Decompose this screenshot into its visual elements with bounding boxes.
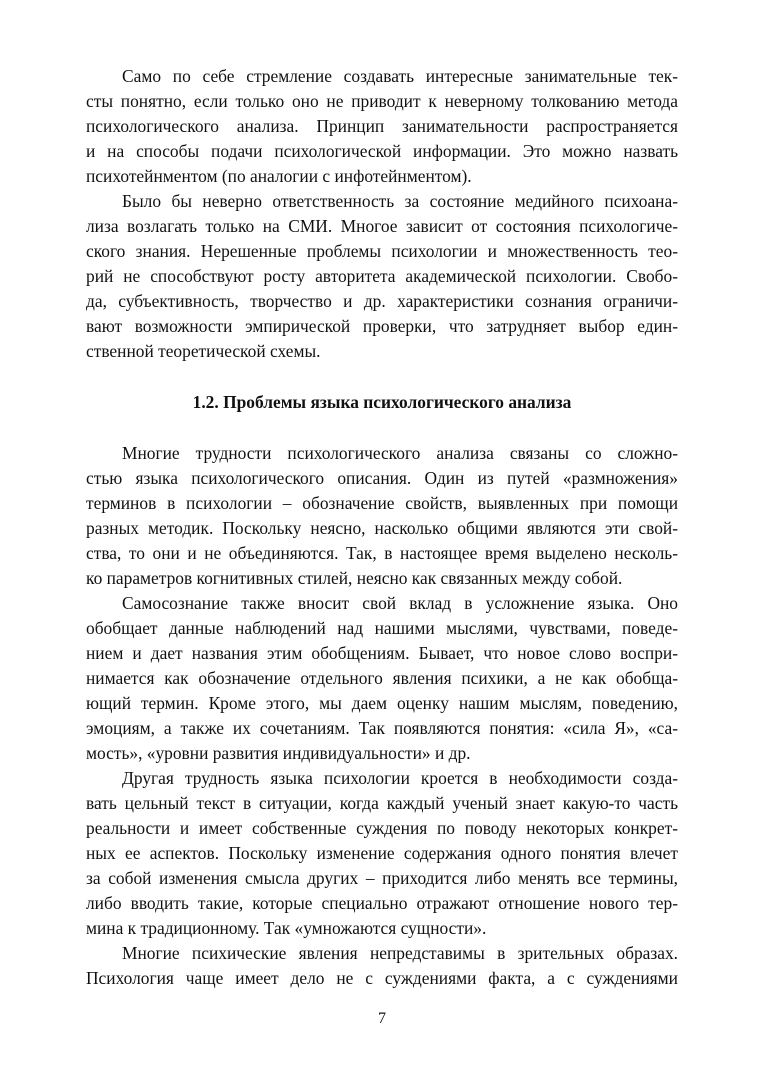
text-line: лиза возлагать только на СМИ. Многое зависит от состояния психологиче-	[86, 216, 678, 236]
text-line: мость», «уровни развития индивидуальности» и др.	[86, 743, 471, 763]
text-line: и на способы подачи психологической информации. Это можно назвать	[86, 141, 678, 161]
text-line: эмоциям, а также их сочетаниям. Так появляются понятия: «сила Я», «са-	[86, 718, 678, 738]
text-line: рий не способствуют росту авторитета академической психологии. Свобо-	[86, 266, 678, 286]
text-line: Психология чаще имеет дело не с суждениями факта, а с суждениями	[86, 968, 678, 988]
text-line: мина к традиционному. Так «умножаются сущности».	[86, 918, 487, 938]
page-body	[86, 64, 678, 991]
text-line: терминов в психологии – обозначение свойств, выявленных при помощи	[86, 493, 678, 513]
text-line: психологического анализа. Принцип занимательности распространяется	[86, 116, 678, 136]
text-line: ства, то они и не объединяются. Так, в настоящее время выделено несколь-	[86, 543, 678, 563]
text-line: ных ее аспектов. Поскольку изменение содержания одного понятия влечет	[86, 843, 678, 863]
paragraph	[86, 441, 678, 591]
text-line: реальности и имеет собственные суждения по поводу некоторых конкрет-	[86, 818, 678, 838]
paragraph	[86, 591, 678, 766]
text-line: нием и дает названия этим обобщениям. Бывает, что новое слово воспри-	[86, 643, 678, 663]
text-line: Другая трудность языка психологии кроется в необходимости созда-	[122, 768, 678, 788]
text-line: за собой изменения смысла других – приходится либо менять все термины,	[86, 868, 678, 888]
text-line: вать цельный текст в ситуации, когда каждый ученый знает какую-то часть	[86, 793, 678, 813]
text-line: ко параметров когнитивных стилей, неясно как связанных между собой.	[86, 568, 623, 588]
section-heading: 1.2. Проблемы языка психологического анализа	[192, 392, 572, 412]
text-line: нимается как обозначение отдельного явления психики, а не как обобща-	[86, 668, 678, 688]
text-line: ского знания. Нерешенные проблемы психологии и множественность тео-	[86, 241, 678, 261]
text-line: психотейнментом (по аналогии с инфотейнментом).	[86, 166, 472, 186]
text-line: стью языка психологического описания. Один из путей «размножения»	[86, 468, 678, 488]
text-line: Многие трудности психологического анализа связаны со сложно-	[122, 443, 678, 463]
page-number: 7	[378, 1010, 386, 1027]
paragraph	[86, 941, 678, 991]
paragraph	[86, 189, 678, 364]
text-line: сты понятно, если только оно не приводит к неверному толкованию метода	[86, 91, 678, 111]
text-line: разных методик. Поскольку неясно, насколько общими являются эти свой-	[86, 518, 678, 538]
text-line: Многие психические явления непредставимы в зрительных образах.	[122, 943, 678, 963]
text-line: да, субъективность, творчество и др. характеристики сознания ограничи-	[86, 291, 678, 311]
text-line: Само по себе стремление создавать интересные занимательные тек-	[122, 66, 678, 86]
paragraph	[86, 766, 678, 941]
text-line: обобщает данные наблюдений над нашими мыслями, чувствами, поведе-	[86, 618, 678, 638]
paragraph	[86, 64, 678, 189]
text-block-after-heading	[86, 441, 678, 991]
text-line: вают возможности эмпирической проверки, что затрудняет выбор един-	[86, 316, 678, 336]
text-line: Самосознание также вносит свой вклад в усложнение языка. Оно	[122, 593, 678, 613]
text-block-before-heading	[86, 64, 678, 364]
text-line: Было бы неверно ответственность за состояние медийного психоана-	[122, 191, 678, 211]
text-line: либо вводить такие, которые специально отражают отношение нового тер-	[86, 893, 678, 913]
text-line: ственной теоретической схемы.	[86, 341, 321, 361]
text-line: ющий термин. Кроме этого, мы даем оценку нашим мыслям, поведению,	[86, 693, 678, 713]
